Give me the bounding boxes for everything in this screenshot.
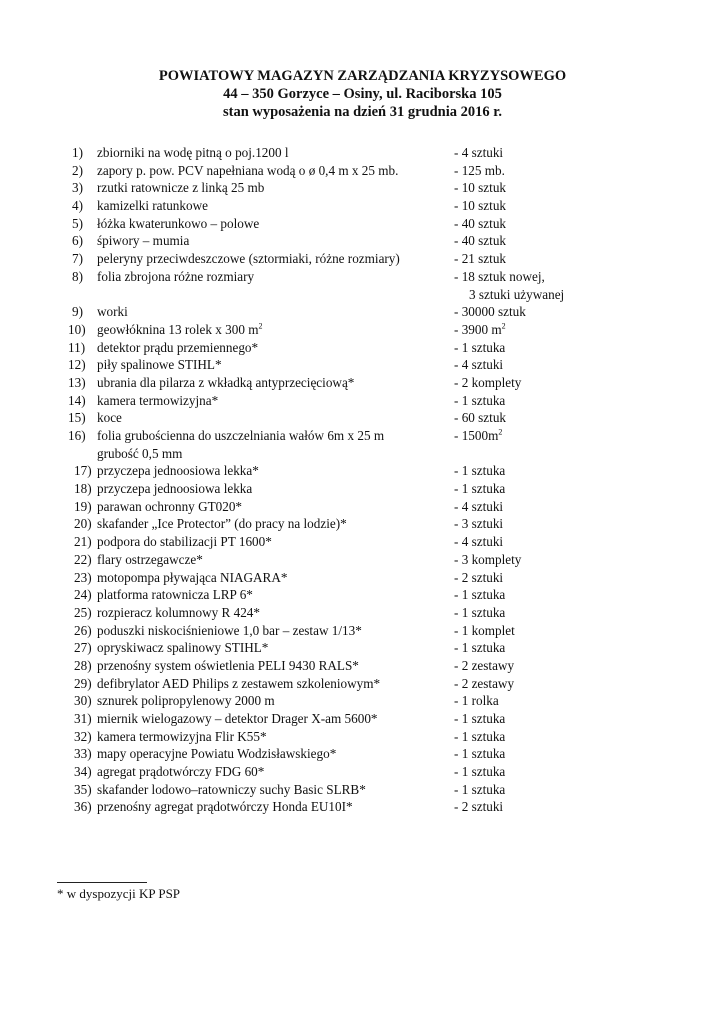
item-number: 10)	[68, 321, 86, 337]
item-number: 3)	[72, 180, 83, 196]
item-quantity: - 2 sztuki	[454, 569, 504, 585]
list-item	[0, 321, 725, 339]
item-number: 36)	[74, 799, 92, 815]
item-number: 27)	[74, 640, 92, 656]
item-quantity: - 1 sztuka	[454, 764, 506, 780]
item-quantity: - 1 sztuka	[454, 392, 506, 408]
superscript: 2	[501, 321, 506, 331]
item-description: parawan ochronny GT020*	[97, 498, 243, 514]
item-quantity: - 4 sztuki	[454, 534, 504, 550]
item-quantity: - 21 sztuk	[454, 251, 507, 267]
item-quantity: - 1 sztuka	[454, 781, 506, 797]
list-item	[0, 604, 725, 622]
superscript: 2	[258, 321, 263, 331]
item-quantity: - 3 sztuki	[454, 516, 504, 532]
header-address: 44 – 350 Gorzyce – Osiny, ul. Raciborska 105	[223, 86, 502, 102]
item-number: 35)	[74, 781, 92, 797]
item-quantity-continued: 3 sztuki używanej	[469, 286, 565, 302]
item-number: 1)	[72, 145, 83, 160]
item-quantity: - 1 sztuka	[454, 728, 506, 744]
list-item	[0, 268, 725, 286]
item-description: kamizelki ratunkowe	[97, 198, 208, 214]
item-description: opryskiwacz spalinowy STIHL*	[97, 640, 269, 656]
item-number: 5)	[72, 215, 83, 231]
item-description: przyczepa jednoosiowa lekka*	[97, 463, 259, 479]
item-quantity: - 40 sztuk	[454, 215, 507, 231]
item-description: rzutki ratownicze z linką 25 mb	[97, 180, 265, 196]
item-number: 13)	[68, 374, 86, 390]
item-description: miernik wielogazowy – detektor Drager X-am 5600*	[97, 711, 378, 726]
item-description: flary ostrzegawcze*	[97, 551, 203, 567]
list-item	[0, 427, 725, 445]
item-description: folia grubościenna do uszczelniania wałów 6m x 25 m	[97, 428, 385, 443]
item-quantity: - 125 mb.	[454, 162, 505, 178]
item-description: śpiwory – mumia	[97, 233, 190, 249]
item-number: 14)	[68, 392, 86, 408]
list-item	[0, 392, 725, 410]
list-item	[0, 303, 725, 321]
item-description: defibrylator AED Philips z zestawem szkoleniowym*	[97, 675, 381, 691]
list-item	[0, 356, 725, 374]
item-description: ubrania dla pilarza z wkładką antyprzecięciową*	[97, 374, 355, 390]
item-number: 28)	[74, 657, 92, 673]
item-description: przenośny system oświetlenia PELI 9430 RALS*	[97, 657, 359, 673]
item-number: 26)	[74, 622, 92, 638]
item-description: koce	[97, 410, 122, 426]
item-description: worki	[97, 304, 128, 320]
list-item	[0, 745, 725, 763]
equipment-list	[0, 144, 725, 816]
item-number: 6)	[72, 233, 83, 249]
item-description: kamera termowizyjna Flir K55*	[97, 728, 267, 744]
footnote-text: * w dyspozycji KP PSP	[57, 886, 181, 901]
header-date-line: stan wyposażenia na dzień 31 grudnia 2016 r.	[222, 104, 503, 120]
list-item	[0, 639, 725, 657]
item-number: 23)	[74, 569, 92, 585]
item-number: 25)	[74, 604, 92, 620]
item-number: 21)	[74, 534, 92, 550]
item-quantity: - 3 komplety	[454, 551, 522, 567]
list-item	[0, 215, 725, 233]
list-item	[0, 232, 725, 250]
list-item	[0, 728, 725, 746]
item-number: 33)	[74, 746, 92, 762]
item-quantity: - 1 sztuka	[454, 463, 506, 479]
list-item	[0, 569, 725, 587]
item-number: 31)	[74, 711, 92, 726]
item-quantity: - 4 sztuki	[454, 145, 504, 160]
list-item	[0, 480, 725, 498]
item-number: 32)	[74, 728, 92, 744]
item-quantity: - 1 sztuka	[454, 711, 506, 726]
item-description: mapy operacyjne Powiatu Wodzisławskiego*	[97, 746, 337, 762]
item-quantity: - 1 sztuka	[454, 481, 506, 497]
list-item	[0, 498, 725, 516]
list-item	[0, 692, 725, 710]
item-number: 8)	[72, 268, 83, 284]
list-item	[0, 374, 725, 392]
item-quantity: - 4 sztuki	[454, 498, 504, 514]
item-description: detektor prądu przemiennego*	[97, 339, 259, 355]
item-quantity: - 30000 sztuk	[454, 304, 526, 320]
item-description: przenośny agregat prądotwórczy Honda EU10I*	[97, 799, 353, 815]
list-item	[0, 197, 725, 215]
list-item-continuation	[0, 286, 725, 304]
item-number: 34)	[74, 764, 92, 780]
item-number: 9)	[72, 304, 83, 320]
item-description-continued: grubość 0,5 mm	[97, 445, 183, 461]
list-item	[0, 162, 725, 180]
list-item	[0, 179, 725, 197]
item-description: przyczepa jednoosiowa lekka	[97, 481, 253, 497]
list-item	[0, 657, 725, 675]
item-description: rozpieracz kolumnowy R 424*	[97, 604, 260, 620]
item-description: sznurek polipropylenowy 2000 m	[97, 693, 275, 709]
list-item	[0, 781, 725, 799]
list-item	[0, 798, 725, 816]
list-item	[0, 462, 725, 480]
item-quantity: - 1 sztuka	[454, 604, 506, 620]
item-description: skafander lodowo–ratowniczy suchy Basic SLRB*	[97, 781, 366, 797]
item-description: platforma ratownicza LRP 6*	[97, 587, 253, 603]
footnote-divider	[57, 882, 147, 883]
item-number: 20)	[74, 516, 92, 532]
item-number: 11)	[68, 339, 86, 355]
header-title: POWIATOWY MAGAZYN ZARZĄDZANIA KRYZYSOWEGO	[158, 68, 567, 84]
item-quantity: - 1 sztuka	[454, 640, 506, 656]
item-number: 2)	[72, 162, 83, 178]
item-description: geowłóknina 13 rolek x 300 $m^2$	[97, 321, 263, 337]
item-number: 4)	[72, 198, 83, 214]
list-item	[0, 144, 725, 162]
item-quantity: - 10 sztuk	[454, 198, 507, 214]
item-description: motopompa pływająca NIAGARA*	[97, 569, 288, 585]
list-item	[0, 675, 725, 693]
list-item	[0, 533, 725, 551]
superscript: 2	[498, 427, 503, 437]
item-description: poduszki niskociśnieniowe 1,0 bar – zestaw 1/13*	[97, 622, 362, 638]
item-number: 29)	[74, 675, 92, 691]
item-number: 30)	[74, 693, 92, 709]
item-description: piły spalinowe STIHL*	[97, 357, 222, 373]
item-description: zapory p. pow. PCV napełniana wodą o ø 0,4 m x 25 mb.	[97, 162, 399, 178]
item-quantity: - 40 sztuk	[454, 233, 507, 249]
document-header	[0, 67, 725, 121]
list-item	[0, 409, 725, 427]
item-quantity: - 4 sztuki	[454, 357, 504, 373]
item-number: 24)	[74, 587, 92, 603]
item-quantity: - $1500m^2$	[454, 427, 503, 443]
list-item-continuation	[0, 445, 725, 463]
list-item	[0, 515, 725, 533]
item-description: skafander „Ice Protector” (do pracy na lodzie)*	[97, 516, 347, 532]
item-quantity: - 2 sztuki	[454, 799, 504, 815]
list-item	[0, 763, 725, 781]
item-quantity: - 1 komplet	[454, 622, 515, 638]
item-quantity: - 2 zestawy	[454, 657, 515, 673]
item-number: 22)	[74, 551, 92, 567]
item-quantity: - 2 zestawy	[454, 675, 515, 691]
list-item	[0, 339, 725, 357]
item-number: 15)	[68, 410, 86, 426]
item-quantity: - 1 sztuka	[454, 587, 506, 603]
list-item	[0, 551, 725, 569]
item-description: kamera termowizyjna*	[97, 392, 219, 408]
item-number: 19)	[74, 498, 92, 514]
item-description: peleryny przeciwdeszczowe (sztormiaki, różne rozmiary)	[97, 251, 400, 267]
list-item	[0, 586, 725, 604]
item-quantity: - 1 rolka	[454, 693, 499, 709]
item-description: agregat prądotwórczy FDG 60*	[97, 764, 265, 780]
item-quantity: - 18 sztuk nowej,	[454, 268, 545, 284]
item-number: 7)	[72, 251, 83, 267]
item-number: 17)	[74, 463, 92, 479]
list-item	[0, 250, 725, 268]
item-description: zbiorniki na wodę pitną o poj.1200 l	[97, 145, 289, 160]
item-description: folia zbrojona różne rozmiary	[97, 268, 255, 284]
item-quantity: - 1 sztuka	[454, 746, 506, 762]
item-number: 18)	[74, 481, 92, 497]
item-quantity: - 3900 $m^2$	[454, 321, 506, 337]
list-item	[0, 622, 725, 640]
item-quantity: - 60 sztuk	[454, 410, 507, 426]
list-item	[0, 710, 725, 728]
item-quantity: - 10 sztuk	[454, 180, 507, 196]
item-description: łóżka kwaterunkowo – polowe	[97, 215, 260, 231]
item-number: 12)	[68, 357, 86, 373]
item-quantity: - 2 komplety	[454, 374, 522, 390]
item-number: 16)	[68, 428, 86, 443]
item-description: podpora do stabilizacji PT 1600*	[97, 534, 272, 550]
item-quantity: - 1 sztuka	[454, 339, 506, 355]
